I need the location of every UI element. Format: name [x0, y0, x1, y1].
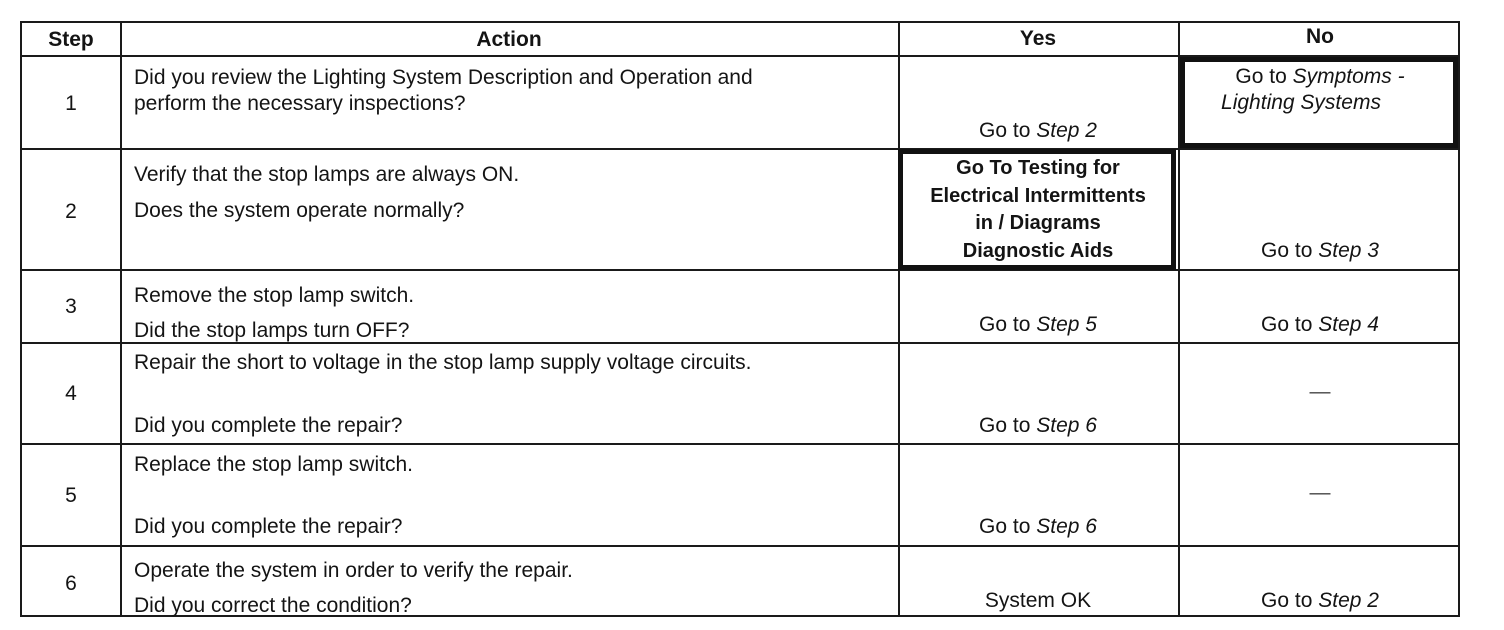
action-text [122, 65, 753, 118]
header-action: Action [476, 28, 542, 51]
no-result [1178, 64, 1462, 117]
header-step: Step [48, 28, 94, 51]
result-prefix: Go to [1261, 313, 1319, 336]
no-result [1178, 238, 1462, 264]
step-reference: Step 2 [1318, 589, 1379, 612]
action-text [122, 157, 519, 229]
action-line: Did the stop lamps turn OFF? [134, 319, 410, 342]
result-prefix: Go to [979, 414, 1037, 437]
no-result [1178, 588, 1462, 614]
row-divider [22, 545, 1458, 547]
action-line: Verify that the stop lamps are always ON. [134, 163, 520, 186]
action-text [122, 350, 752, 376]
result-line: in / Diagrams [975, 212, 1101, 234]
action-text [122, 278, 414, 348]
step-reference: Step 6 [1036, 414, 1097, 437]
action-line: Replace the stop lamp switch. [134, 453, 413, 476]
result-prefix: Go to [979, 515, 1037, 538]
step-reference: Step 5 [1036, 313, 1097, 336]
action-text [122, 514, 402, 540]
lighting-systems-reference: Lighting Systems [1221, 91, 1381, 115]
action-line: Operate the system in order to verify the repair. [134, 559, 573, 582]
step-reference: Step 6 [1036, 515, 1097, 538]
action-text [122, 553, 573, 623]
yes-result [898, 118, 1178, 144]
diagnostic-table [20, 21, 1460, 617]
result-line: Diagnostic Aids [962, 239, 1114, 262]
header-yes: Yes [1019, 27, 1057, 50]
yes-result [898, 312, 1178, 338]
result-line: Electrical Intermittents [930, 184, 1146, 207]
step-number: 2 [65, 200, 77, 223]
action-line: perform the necessary inspections? [134, 92, 466, 116]
action-text [122, 413, 402, 439]
header-no: No [1306, 25, 1334, 48]
step-number: 1 [65, 92, 77, 115]
step-number: 4 [65, 382, 77, 405]
no-result [1178, 312, 1462, 338]
symptoms-reference: Symptoms - [1292, 65, 1405, 88]
step-reference: Step 3 [1318, 239, 1379, 262]
no-result-empty [1178, 480, 1462, 506]
yes-result [898, 514, 1178, 540]
action-line: Did you complete the repair? [134, 414, 403, 437]
step-number: 5 [65, 484, 77, 507]
action-line: Remove the stop lamp switch. [134, 284, 415, 307]
empty-dash: — [1309, 481, 1331, 504]
yes-result [898, 413, 1178, 439]
step-reference: Step 4 [1318, 313, 1379, 336]
action-line: Did you review the Lighting System Description and Operation and [134, 66, 753, 89]
action-line: Does the system operate normally? [134, 199, 465, 222]
result-prefix: Go to [979, 313, 1037, 336]
result-prefix: Go to [1261, 589, 1319, 612]
action-text [122, 452, 413, 478]
action-line: Did you complete the repair? [134, 515, 403, 538]
result-prefix: Go to [1261, 239, 1319, 262]
row-divider [22, 269, 1458, 271]
action-line: Did you correct the condition? [134, 594, 412, 617]
step-number: 6 [65, 572, 77, 595]
yes-result: System OK [984, 589, 1092, 612]
row-divider [22, 443, 1458, 445]
step-number: 3 [65, 295, 77, 318]
result-prefix: Go to [1235, 65, 1293, 88]
step-reference: Step 2 [1036, 119, 1097, 142]
action-line: Repair the short to voltage in the stop lamp supply voltage circuits. [134, 351, 752, 374]
no-result-empty [1178, 379, 1462, 405]
yes-result [898, 155, 1178, 265]
result-line: Go To Testing for [956, 157, 1120, 179]
row-divider [22, 148, 1458, 150]
result-prefix: Go to [979, 119, 1037, 142]
empty-dash: — [1309, 380, 1331, 403]
